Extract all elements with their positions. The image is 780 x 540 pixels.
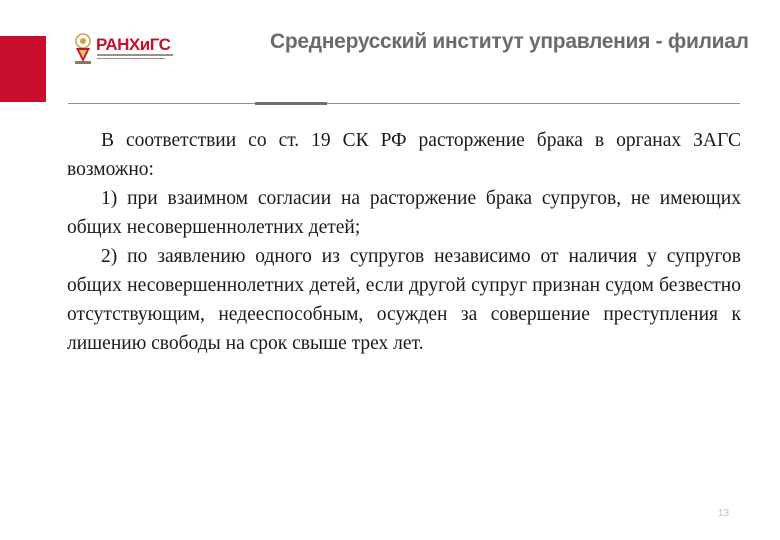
logo-text: РАНХиГС [96,35,171,54]
ranepa-logo [72,32,182,68]
logo-subtitle-lines [97,54,173,62]
slide-body [67,126,741,358]
paragraph-intro: В соответствии со ст. 19 СК РФ расторжение брака в органах ЗАГС возможно: [67,130,741,180]
header-divider-accent [255,102,327,105]
paragraph-item-1: 1) при взаимном согласии на расторжение брака супругов, не имеющих общих несовершеннолетних детей; [67,188,741,238]
emblem-icon [72,32,94,66]
red-accent-block [0,36,46,102]
header-divider [68,103,740,104]
page-number: 13 [718,508,730,519]
page-title: Среднерусский институт управления - филиал [270,30,749,53]
paragraph-item-2: 2) по заявлению одного из супругов независимо от наличия у супругов общих несовершеннолетних детей, если другой супруг признан судом безвестно отсутствующим, недееспособным, осужден за совершение преступления к лишению свободы на срок свыше трех лет. [67,246,741,354]
